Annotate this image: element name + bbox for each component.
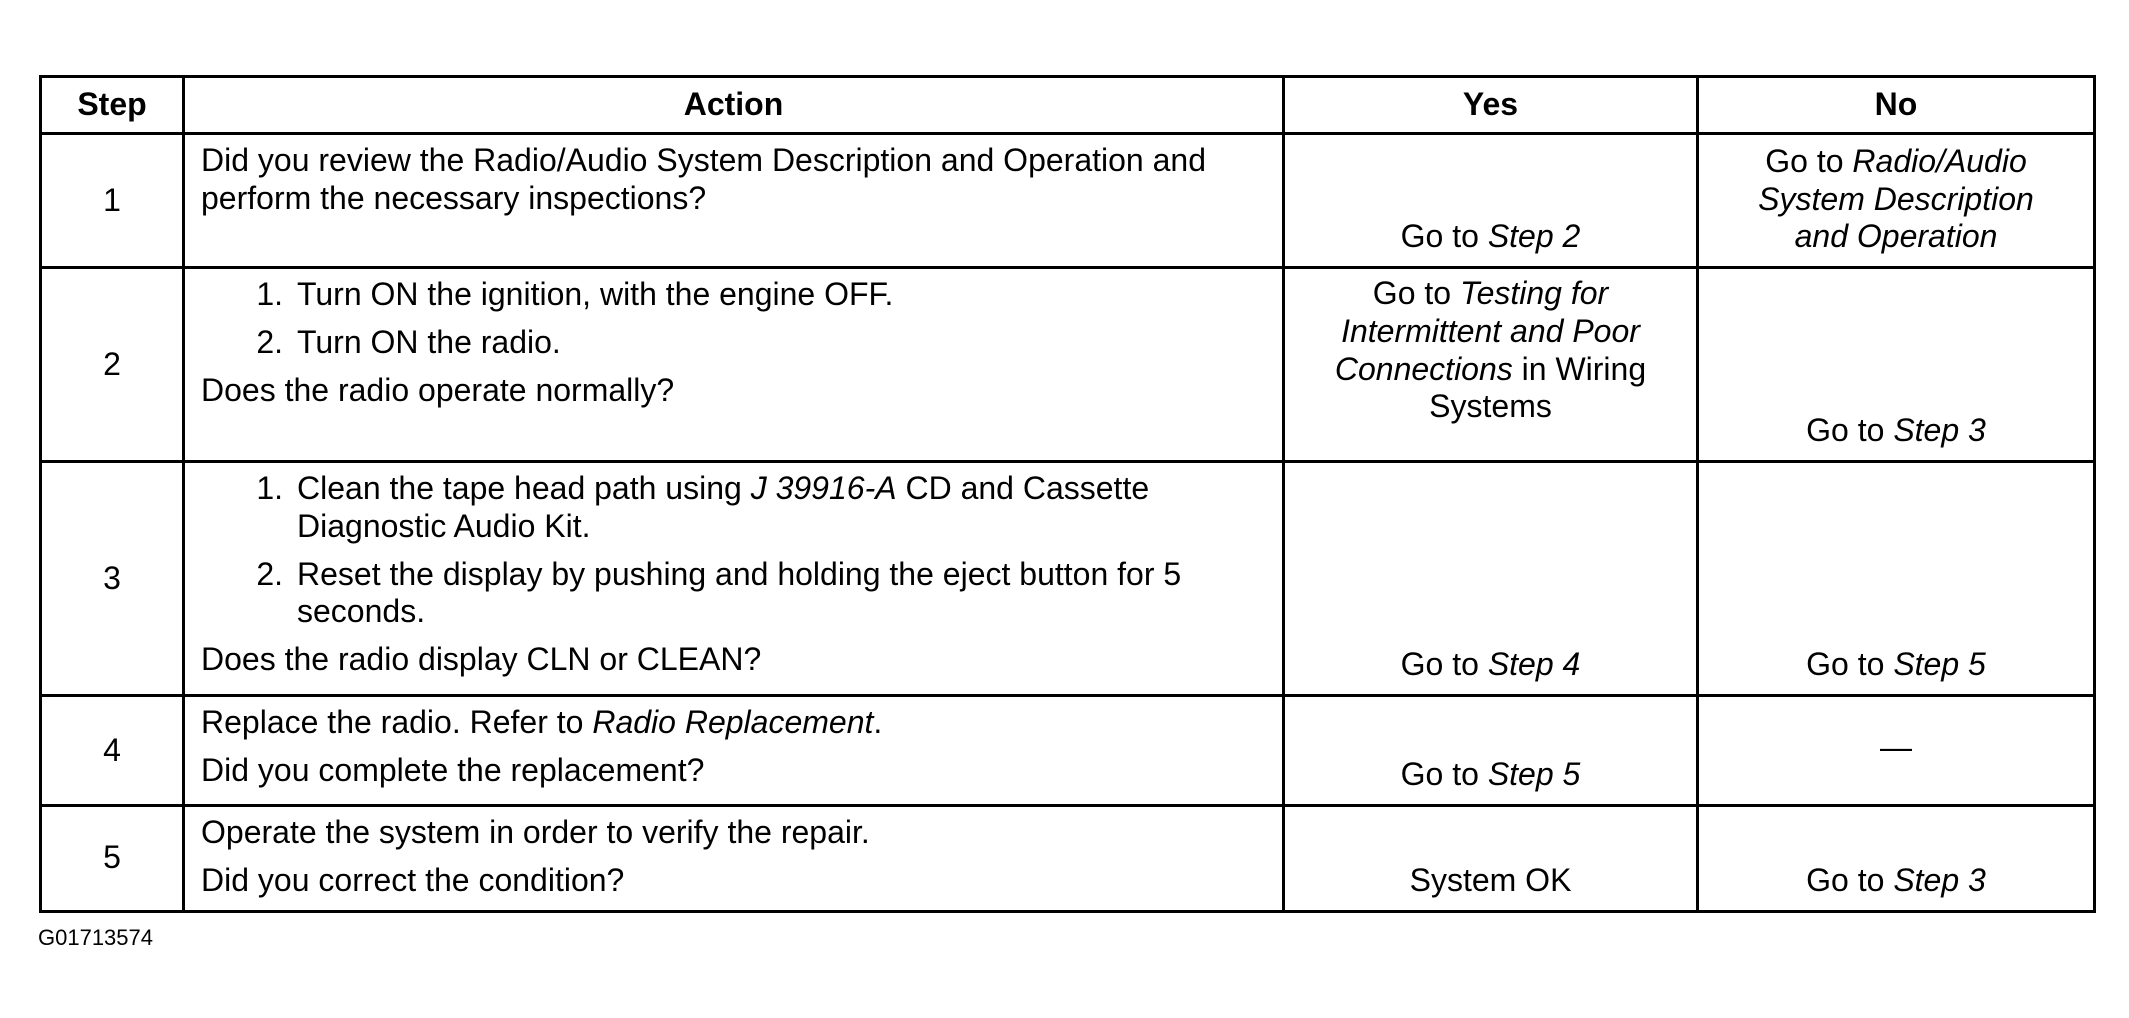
action-text: Did you review the Radio/Audio System Description and Operation and perform the necessary inspections?	[201, 142, 1206, 216]
yes-prefix: Go to	[1400, 218, 1488, 255]
numbered-item: 1. Turn ON the ignition, with the engine OFF.	[256, 276, 894, 312]
no-cell	[1698, 462, 2095, 696]
action-text: Operate the system in order to verify the repair.	[201, 814, 870, 850]
step-number: 4	[41, 696, 184, 806]
step-reference: Step 4	[1487, 646, 1581, 683]
action-cell	[184, 696, 1284, 806]
step-reference: Step 3	[1893, 412, 1986, 449]
step-number: 2	[41, 268, 184, 462]
header-no: No	[1698, 77, 2095, 134]
yes-prefix: Go to	[1372, 275, 1460, 311]
numbered-item: 1. Clean the tape head path using J 39916-A CD and Cassette Diagnostic Audio Kit.	[256, 470, 1150, 544]
no-cell	[1698, 134, 2095, 268]
action-question: Does the radio display CLN or CLEAN?	[201, 641, 762, 677]
step-reference: Step 2	[1487, 218, 1581, 255]
step-reference: Step 3	[1893, 861, 1986, 898]
yes-prefix: Go to	[1400, 646, 1488, 683]
header-yes: Yes	[1284, 77, 1698, 134]
action-text: Replace the radio. Refer to Radio Replacement.	[201, 704, 883, 740]
yes-cell	[1284, 462, 1698, 696]
action-cell	[184, 268, 1284, 462]
no-prefix: Go to	[1806, 646, 1894, 683]
step-number: 3	[41, 462, 184, 696]
header-action: Action	[184, 77, 1284, 134]
no-cell	[1698, 268, 2095, 462]
no-cell	[1698, 696, 2095, 806]
tool-reference: J 39916-A	[750, 470, 897, 506]
yes-suffix: in Wiring Systems	[1429, 350, 1647, 425]
no-prefix: Go to	[1806, 412, 1894, 449]
action-cell	[184, 806, 1284, 912]
action-cell	[184, 134, 1284, 268]
step-reference: Step 5	[1893, 646, 1986, 683]
figure-id: G01713574	[38, 925, 153, 950]
step-number: 5	[41, 806, 184, 912]
action-cell	[184, 462, 1284, 696]
system-ok-text: System OK	[1409, 861, 1572, 898]
section-reference: Radio Replacement	[592, 704, 874, 740]
yes-cell	[1284, 134, 1698, 268]
step-reference: Step 5	[1487, 756, 1581, 793]
numbered-item: 2. Turn ON the radio.	[256, 323, 561, 360]
not-applicable-dash: —	[1880, 728, 1912, 765]
table-row	[41, 268, 2095, 462]
yes-cell	[1284, 696, 1698, 806]
header-row	[41, 77, 2095, 134]
action-question: Did you correct the condition?	[201, 861, 625, 898]
numbered-item: 2. Reset the display by pushing and holding the eject button for 5 seconds.	[256, 555, 1182, 630]
diagnostic-table	[39, 75, 2096, 913]
action-question: Did you complete the replacement?	[201, 751, 705, 788]
action-question: Does the radio operate normally?	[201, 371, 675, 408]
no-cell	[1698, 806, 2095, 912]
header-step: Step	[41, 77, 184, 134]
table-row	[41, 806, 2095, 912]
table-row	[41, 134, 2095, 268]
table-row	[41, 462, 2095, 696]
yes-cell	[1284, 268, 1698, 462]
yes-cell	[1284, 806, 1698, 912]
no-prefix: Go to	[1765, 142, 1853, 179]
table-row	[41, 696, 2095, 806]
no-prefix: Go to	[1806, 861, 1894, 898]
section-reference: Testing for Intermittent and Poor Connections	[1334, 275, 1640, 387]
step-number: 1	[41, 134, 184, 268]
section-reference: Radio/Audio System Description and Operation	[1758, 142, 2034, 255]
yes-prefix: Go to	[1400, 756, 1488, 793]
